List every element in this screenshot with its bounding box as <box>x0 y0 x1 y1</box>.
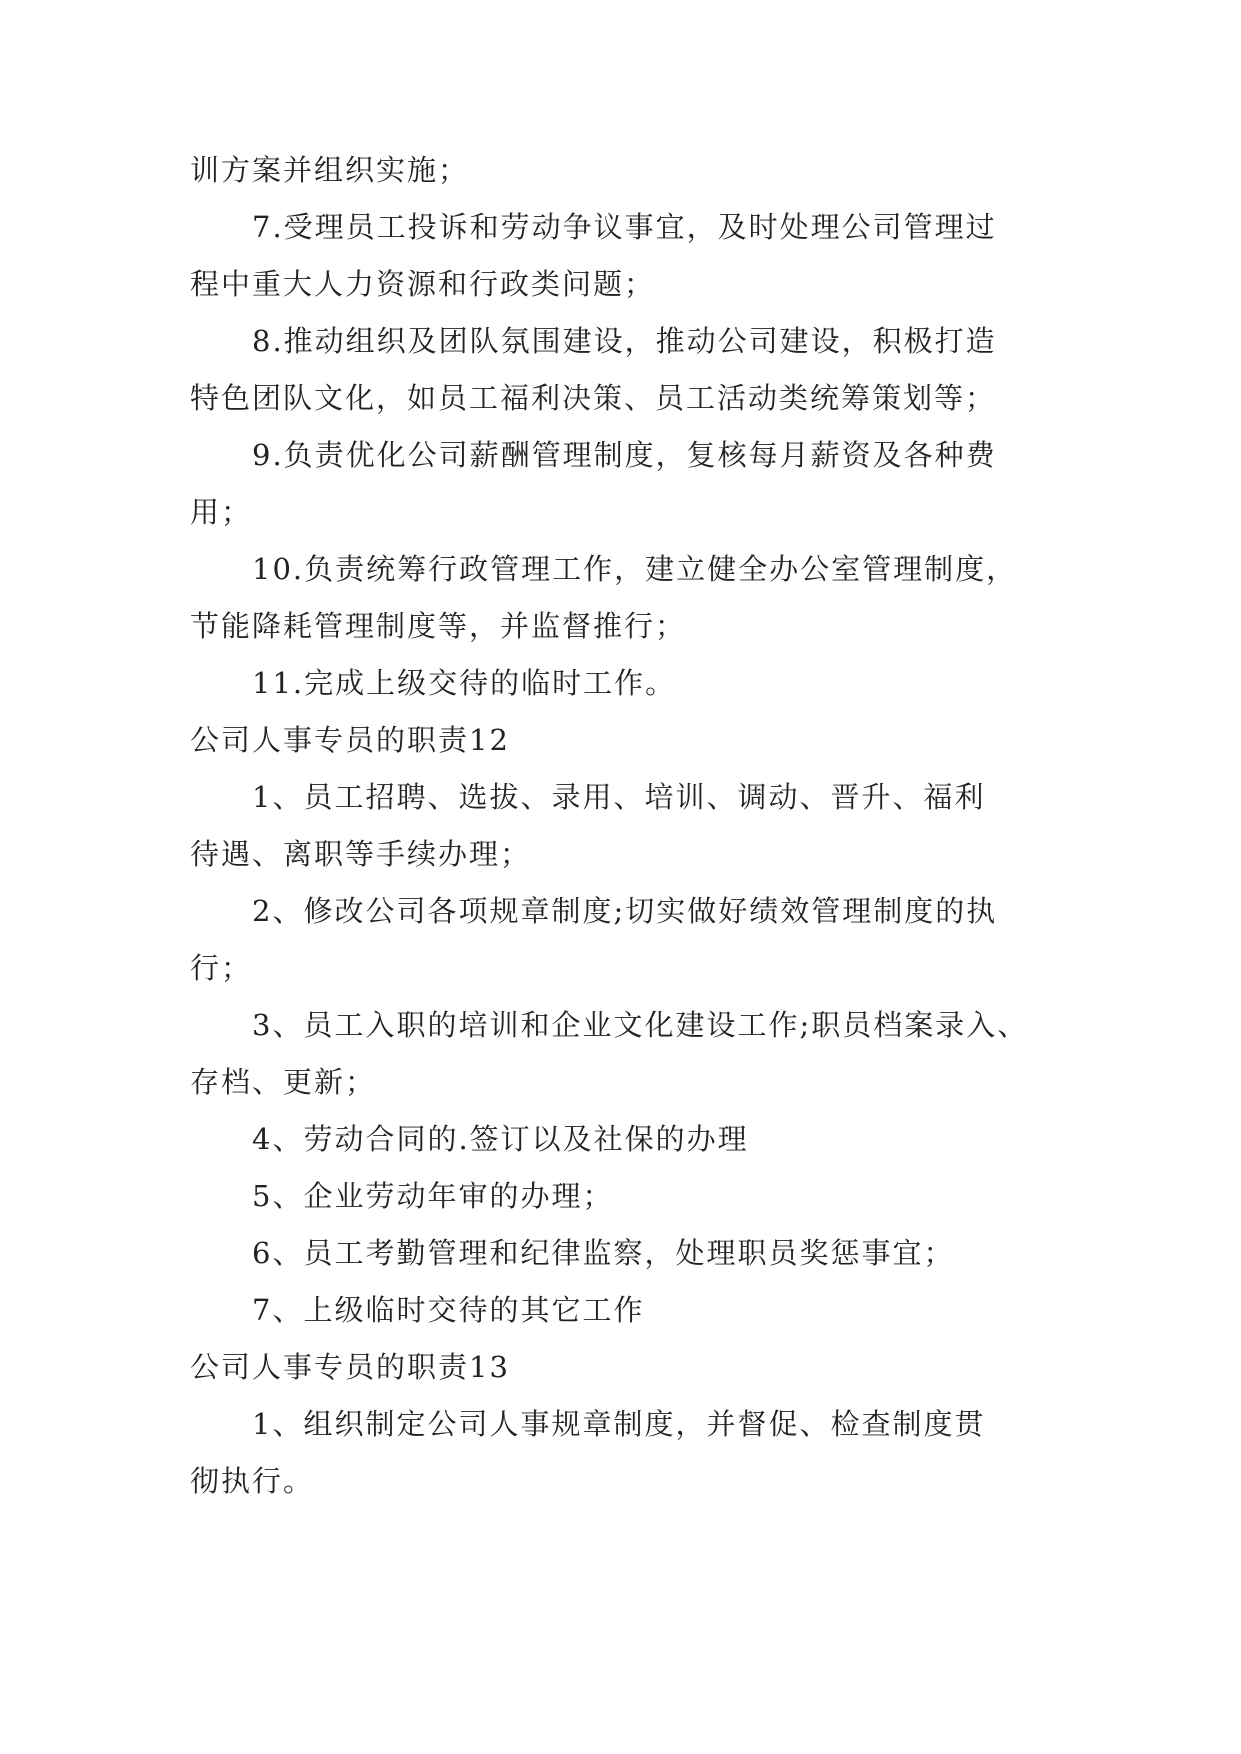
list-item-line: 11.完成上级交待的临时工作。 <box>252 666 677 700</box>
list-item-line: 5、企业劳动年审的办理； <box>252 1179 614 1213</box>
text-line: 特色团队文化，如员工福利决策、员工活动类统筹策划等； <box>190 381 997 415</box>
text-line: 节能降耗管理制度等，并监督推行； <box>190 609 687 643</box>
text-line: 用； <box>190 495 253 529</box>
text-line: 行； <box>190 951 253 985</box>
list-item-line: 9.负责优化公司薪酬管理制度，复核每月薪资及各种费 <box>252 438 997 472</box>
section-heading: 公司人事专员的职责12 <box>190 723 510 757</box>
list-item-line: 8.推动组织及团队氛围建设，推动公司建设，积极打造 <box>252 324 997 358</box>
list-item-line: 6、员工考勤管理和纪律监察，处理职员奖惩事宜； <box>252 1236 955 1270</box>
list-item-line: 1、组织制定公司人事规章制度，并督促、检查制度贯 <box>252 1407 986 1441</box>
list-item-line: 7.受理员工投诉和劳动争议事宜，及时处理公司管理过 <box>252 210 997 244</box>
list-item-line: 4、劳动合同的.签订以及社保的办理 <box>252 1122 749 1156</box>
text-line: 存档、更新； <box>190 1065 377 1099</box>
list-item-line: 7、上级临时交待的其它工作 <box>252 1293 645 1327</box>
section-heading: 公司人事专员的职责13 <box>190 1350 510 1384</box>
text-line: 程中重大人力资源和行政类问题； <box>190 267 656 301</box>
list-item-line: 2、修改公司各项规章制度;切实做好绩效管理制度的执 <box>252 894 998 928</box>
text-line: 待遇、离职等手续办理； <box>190 837 532 871</box>
text-line: 彻执行。 <box>190 1464 315 1498</box>
list-item-line: 1、员工招聘、选拔、录用、培训、调动、晋升、福利 <box>252 780 986 814</box>
list-item-line: 3、员工入职的培训和企业文化建设工作;职员档案录入、 <box>252 1008 1029 1042</box>
text-line: 训方案并组织实施； <box>190 153 470 187</box>
list-item-line: 10.负责统筹行政管理工作，建立健全办公室管理制度， <box>252 552 1018 586</box>
